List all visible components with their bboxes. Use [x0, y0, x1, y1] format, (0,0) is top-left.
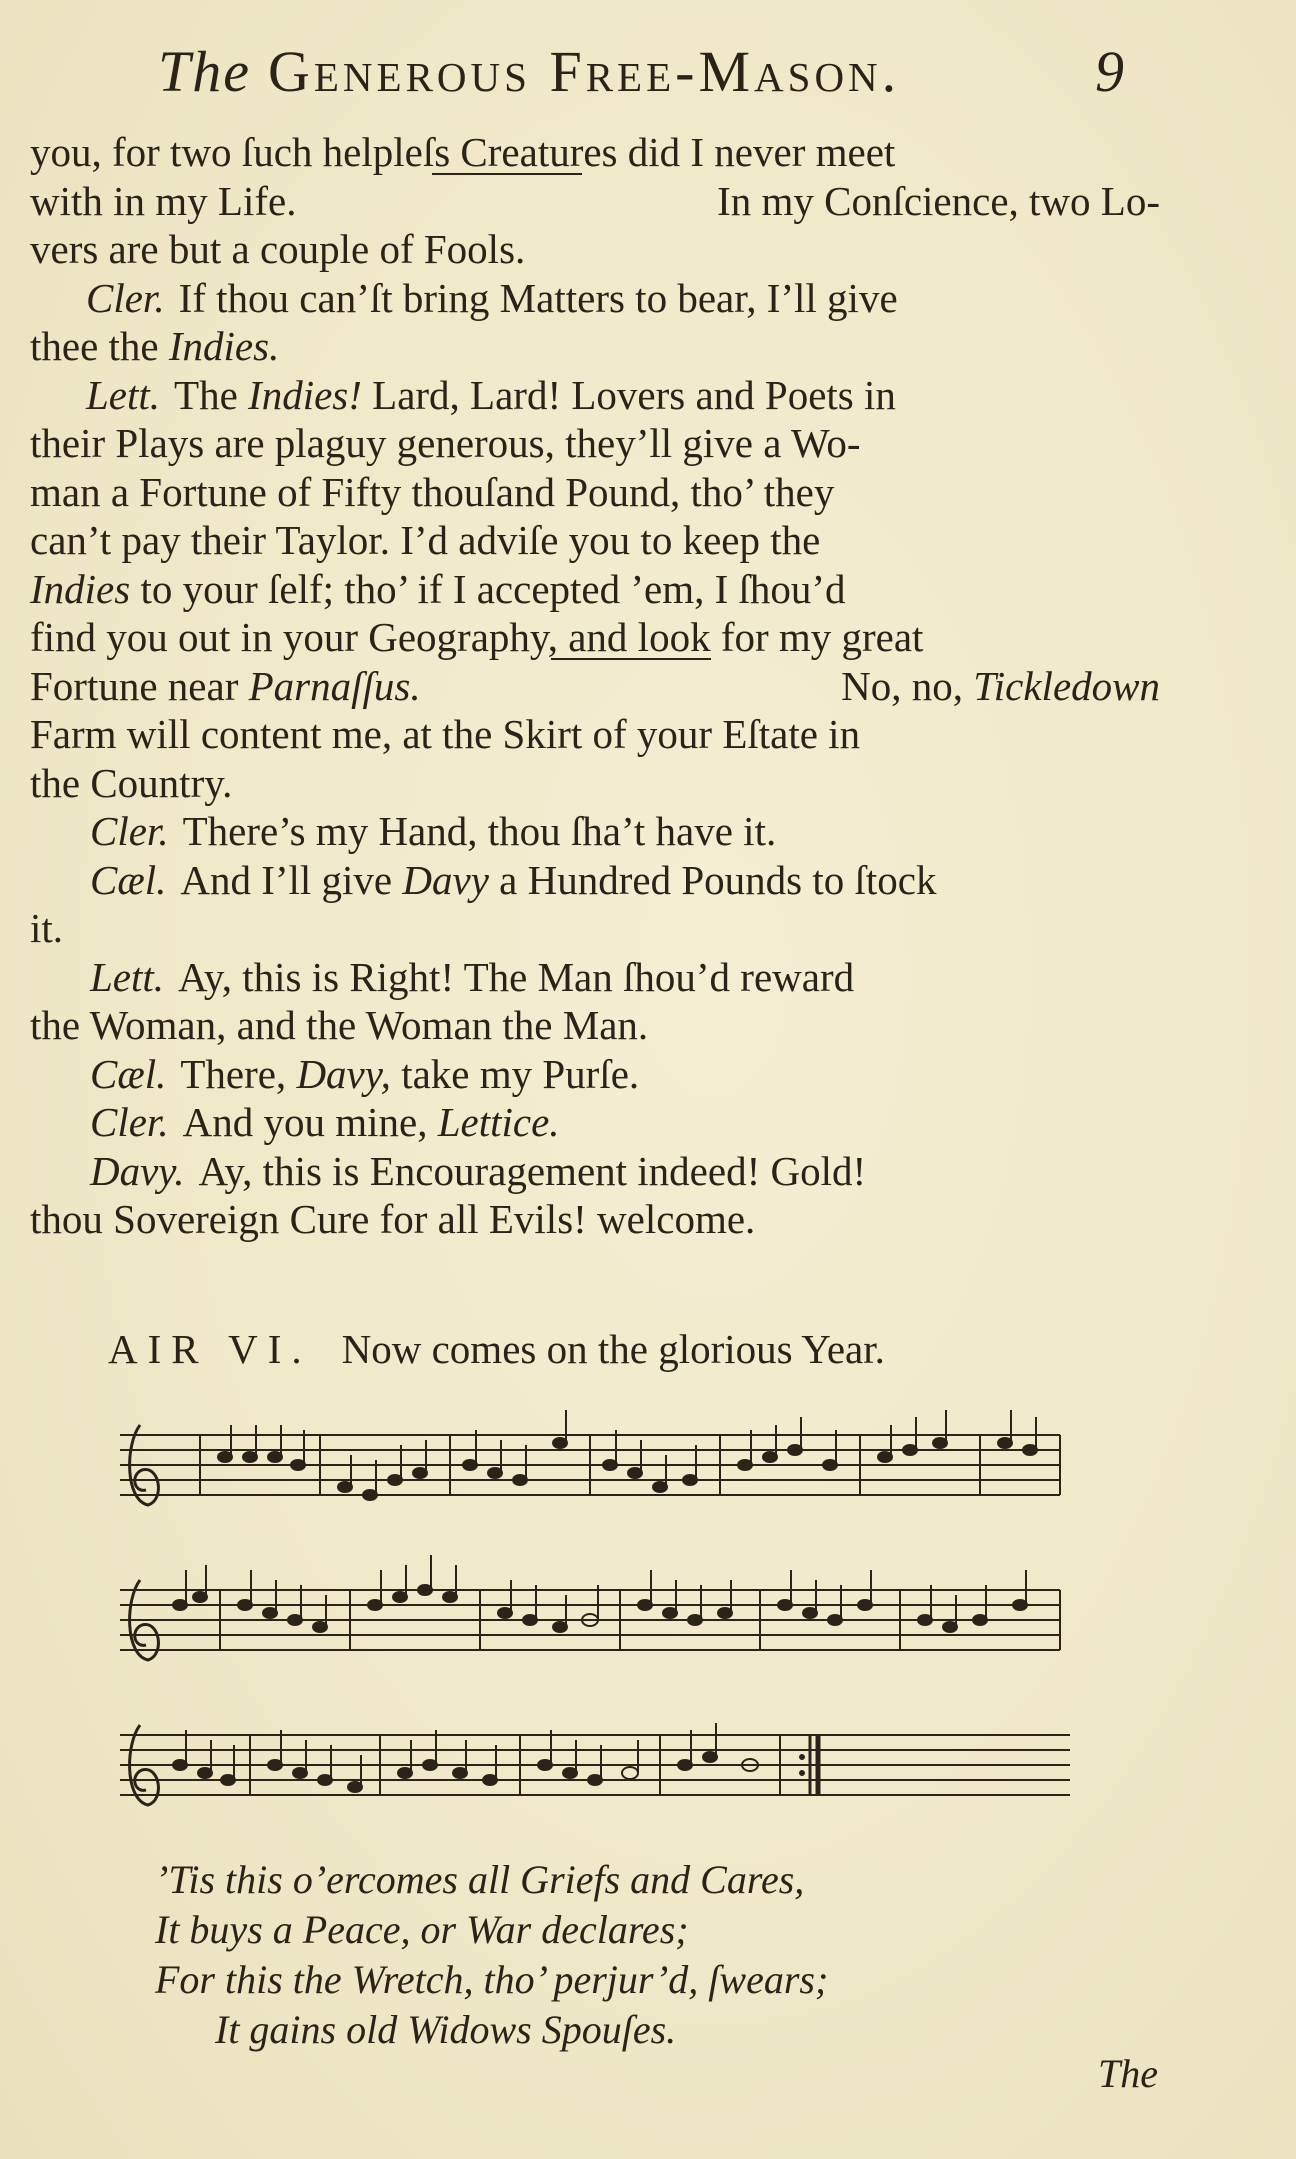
speaker-cler: Cler.	[90, 808, 169, 854]
text-line: man a Fortune of Fifty thouſand Pound, tho’ they	[30, 468, 835, 515]
text-line: Lett. The Indies! Lard, Lard! Lovers and Poets in	[86, 371, 896, 418]
text-line: Indies to your ſelf; tho’ if I accepted ’em, I ſhou’d	[30, 565, 846, 612]
text-line: can’t pay their Taylor. I’d adviſe you to keep the	[30, 517, 821, 563]
speaker-cler: Cler.	[90, 1099, 169, 1145]
catchword: The	[1098, 2051, 1158, 2096]
text-line: Lett. Ay, this is Right! The Man ſhou’d reward	[90, 953, 855, 1000]
text-line: their Plays are plaguy generous, they’ll give a Wo-	[30, 420, 861, 466]
air-tune: Now comes on the glorious Year.	[341, 1326, 885, 1372]
page-number: 9	[1095, 39, 1126, 104]
text-line: thou Sovereign Cure for all Evils! welcome.	[30, 1196, 756, 1242]
text-line: vers are but a couple of Fools.	[30, 226, 526, 272]
speaker-lett: Lett.	[86, 371, 161, 418]
text-line: Fortune near Parnaſſus. No, no, Tickledown	[30, 662, 1160, 711]
text-line: find you out in your Geography, and look for my great	[30, 614, 924, 660]
score-notes	[173, 1410, 1037, 1795]
text-line: Davy. Ay, this is Encouragement indeed! Gold!	[90, 1147, 867, 1194]
speaker-cael: Cæl.	[90, 856, 167, 903]
text-line: Cæl. There, Davy, take my Purſe.	[90, 1050, 640, 1097]
speaker-davy: Davy.	[90, 1147, 185, 1194]
em-dash-rule	[551, 658, 711, 660]
air-heading	[108, 1325, 885, 1373]
song-verse	[155, 1855, 828, 2055]
text-line: thee the Indies.	[30, 323, 280, 369]
text-line: Cler. There’s my Hand, thou ſha’t have it.	[90, 808, 777, 854]
verse-line: It gains old Widows Spouſes.	[215, 2007, 677, 2052]
text-line: Cæl. And I’ll give Davy a Hundred Pounds to ſtock	[90, 856, 937, 903]
text-line: you, for two ſuch helpleſs Creatures did I never meet	[30, 129, 896, 175]
air-label: AIR VI.	[108, 1326, 312, 1372]
speaker-cael: Cæl.	[90, 1050, 167, 1097]
text-line: Cler. And you mine, Lettice.	[90, 1099, 560, 1145]
verse-line: It buys a Peace, or War declares;	[155, 1907, 689, 1952]
musical-score	[120, 1405, 1070, 1845]
body-text	[30, 128, 1160, 1244]
text-line: it.	[30, 905, 64, 951]
header-the: The	[158, 39, 251, 104]
verse-line: ’Tis this o’ercomes all Griefs and Cares,	[155, 1857, 805, 1902]
text-line: the Country.	[30, 759, 233, 806]
header-title: Generous Free-Mason.	[268, 39, 901, 104]
em-dash-rule	[432, 173, 582, 175]
verse-line: For this the Wretch, tho’ perjur’d, ſwears;	[155, 1957, 829, 2002]
text-line: Farm will content me, at the Skirt of your Eſtate in	[30, 711, 861, 757]
text-line: Cler. If thou can’ſt bring Matters to bear, I’ll give	[86, 274, 898, 321]
text-line: with in my Life. In my Conſcience, two Lo-	[30, 177, 1160, 226]
text-line: the Woman, and the Woman the Man.	[30, 1002, 649, 1048]
speaker-cler: Cler.	[86, 274, 165, 321]
speaker-lett: Lett.	[90, 953, 165, 1000]
running-header	[150, 32, 1150, 112]
